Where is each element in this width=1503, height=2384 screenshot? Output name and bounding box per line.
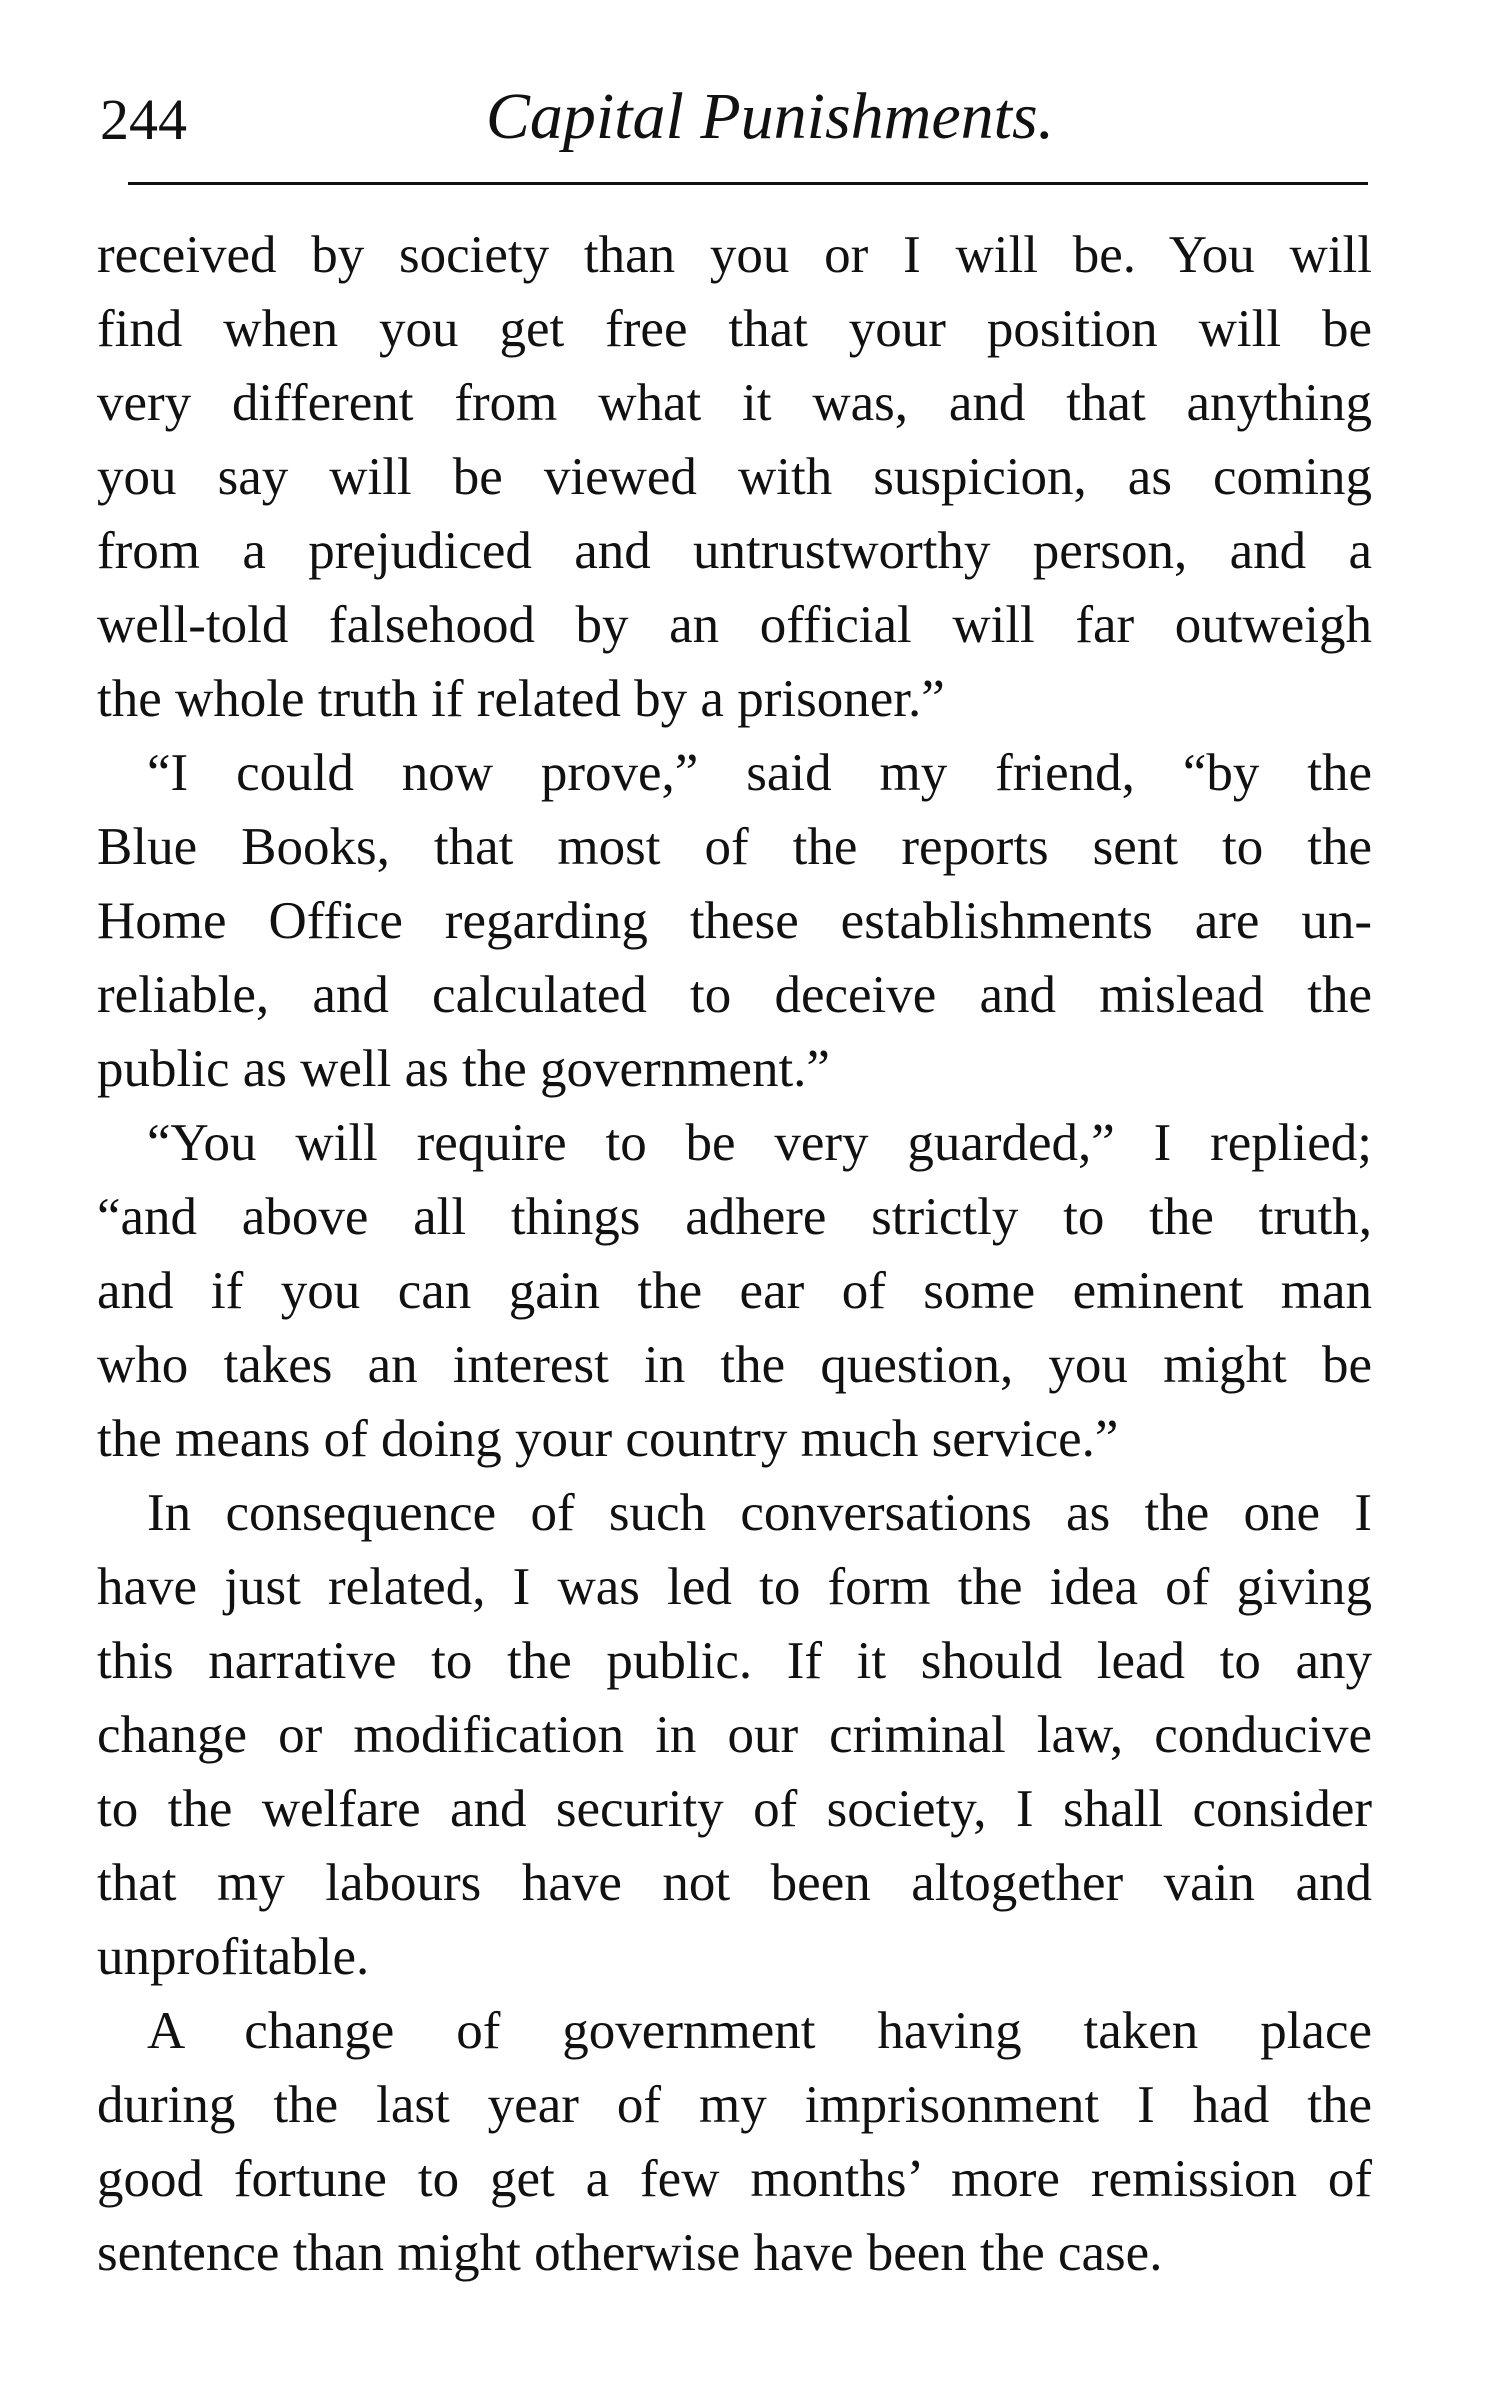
text-line: A change of government having taken place [147, 2002, 1372, 2060]
text-line: reliable, and calculated to deceive and mislead the [97, 966, 1372, 1024]
text-line: sentence than might otherwise have been the case. [97, 2224, 1163, 2282]
body-text [97, 218, 1372, 2290]
text-line: to the welfare and security of society, I shall consider [97, 1780, 1372, 1838]
text-line: who takes an interest in the question, you might be [97, 1336, 1372, 1394]
text-line: Blue Books, that most of the reports sent to the [97, 818, 1372, 876]
text-line: have just related, I was led to form the idea of giving [97, 1558, 1372, 1616]
text-line: during the last year of my imprisonment I had the [97, 2076, 1372, 2134]
paragraph-4 [97, 1476, 1372, 1994]
text-line: very different from what it was, and that anything [97, 374, 1372, 432]
text-line: “I could now prove,” said my friend, “by the [147, 744, 1372, 802]
header-rule [128, 182, 1368, 185]
text-line: and if you can gain the ear of some eminent man [97, 1262, 1372, 1320]
text-line: from a prejudiced and untrustworthy person, and a [97, 522, 1372, 580]
text-line: unprofitable. [97, 1928, 370, 1986]
text-line: “You will require to be very guarded,” I replied; [147, 1114, 1372, 1172]
text-line: the means of doing your country much service.” [97, 1410, 1119, 1468]
text-line: well-told falsehood by an official will far outweigh [97, 596, 1372, 654]
text-line: find when you get free that your position will be [97, 300, 1372, 358]
text-line: this narrative to the public. If it should lead to any [97, 1632, 1372, 1690]
text-line: received by society than you or I will be. You will [97, 226, 1372, 284]
page-number: 244 [100, 87, 187, 152]
text-line: the whole truth if related by a prisoner.” [97, 670, 945, 728]
paragraph-5 [97, 1994, 1372, 2290]
paragraph-1 [97, 218, 1372, 736]
text-line: Home Office regarding these establishments are un- [97, 892, 1372, 950]
text-line: good fortune to get a few months’ more remission of [97, 2150, 1372, 2208]
text-line: you say will be viewed with suspicion, as coming [97, 448, 1372, 506]
paragraph-2 [97, 736, 1372, 1106]
text-line: that my labours have not been altogether vain and [97, 1854, 1372, 1912]
text-line: In consequence of such conversations as the one I [147, 1484, 1372, 1542]
text-line: “and above all things adhere strictly to the truth, [97, 1188, 1372, 1246]
running-head [100, 72, 1370, 172]
running-title: Capital Punishments. [485, 80, 1055, 153]
paragraph-3 [97, 1106, 1372, 1476]
text-line: public as well as the government.” [97, 1040, 830, 1098]
text-line: change or modification in our criminal law, conducive [97, 1706, 1372, 1764]
